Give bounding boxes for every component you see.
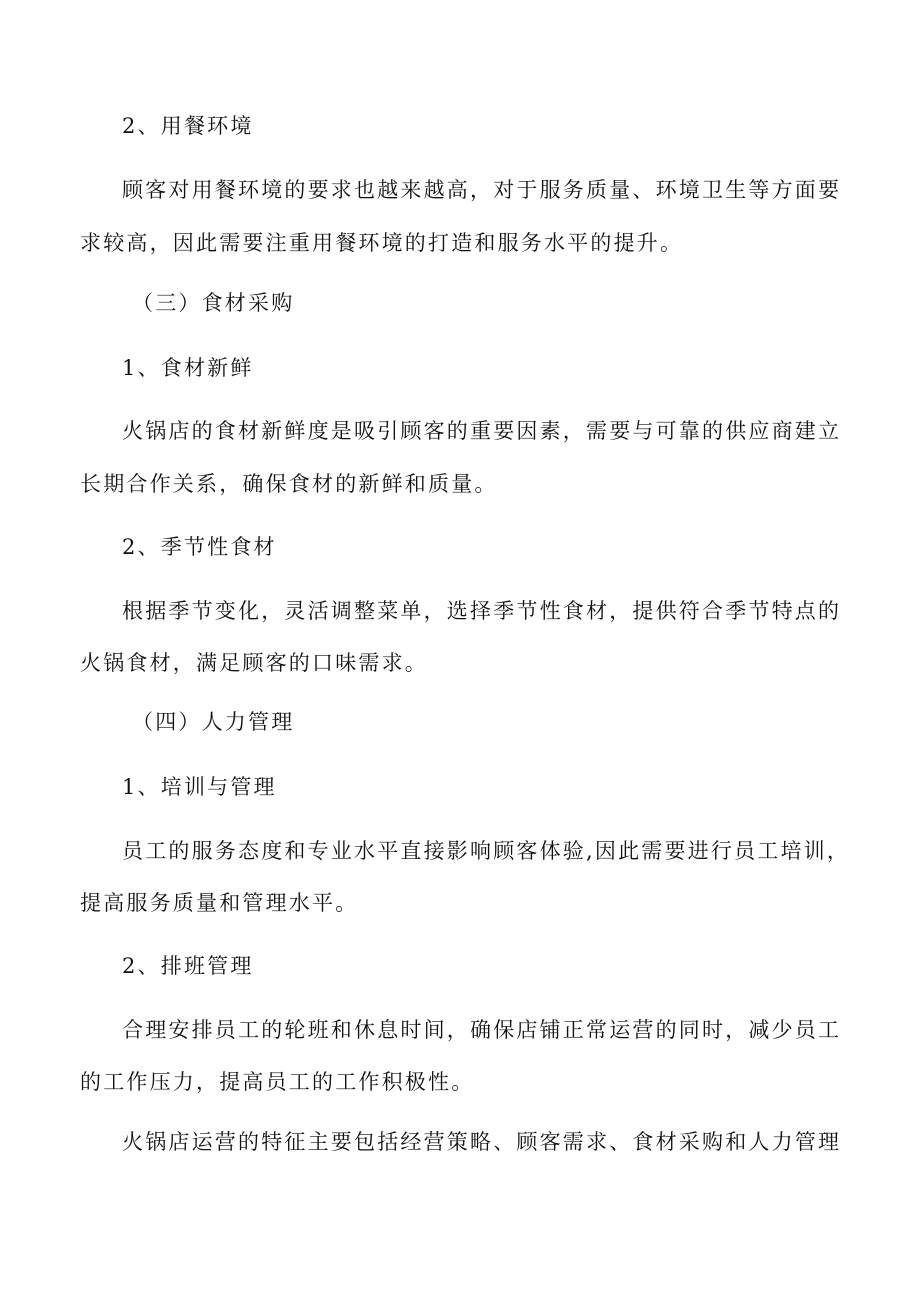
paragraph-line: 提高服务质量和管理水平。 bbox=[80, 891, 359, 915]
paragraph-line: 顾客对用餐环境的要求也越来越高，对于服务质量、环境卫生等方面要 bbox=[122, 178, 842, 202]
paragraph-line: 员工的服务态度和专业水平直接影响顾客体验,因此需要进行员工培训， bbox=[122, 839, 851, 863]
subheading-training-and-management: 1、培训与管理 bbox=[122, 775, 277, 799]
paragraph-line: 根据季节变化，灵活调整菜单，选择季节性食材，提供符合季节特点的 bbox=[122, 599, 842, 623]
paragraph-line: 长期合作关系，确保食材的新鲜和质量。 bbox=[80, 472, 498, 496]
subheading-shift-scheduling: 2、排班管理 bbox=[122, 954, 254, 978]
paragraph-line: 火锅店运营的特征主要包括经营策略、顾客需求、食材采购和人力管理 bbox=[122, 1130, 842, 1154]
paragraph-line: 合理安排员工的轮班和休息时间，确保店铺正常运营的同时，减少员工 bbox=[122, 1018, 842, 1042]
subheading-fresh-ingredients: 1、食材新鲜 bbox=[122, 356, 254, 380]
paragraph-line: 火锅店的食材新鲜度是吸引顾客的重要因素，需要与可靠的供应商建立 bbox=[122, 419, 842, 443]
subheading-seasonal-ingredients: 2、季节性食材 bbox=[122, 535, 277, 559]
paragraph-line: 求较高，因此需要注重用餐环境的打造和服务水平的提升。 bbox=[80, 231, 684, 255]
heading-human-resource-management: （四）人力管理 bbox=[132, 710, 295, 734]
subheading-dining-environment: 2、用餐环境 bbox=[122, 114, 254, 138]
paragraph-line: 的工作压力，提高员工的工作积极性。 bbox=[80, 1070, 475, 1094]
paragraph-line: 火锅食材，满足顾客的口味需求。 bbox=[80, 651, 428, 675]
heading-ingredient-procurement: （三）食材采购 bbox=[132, 291, 295, 315]
